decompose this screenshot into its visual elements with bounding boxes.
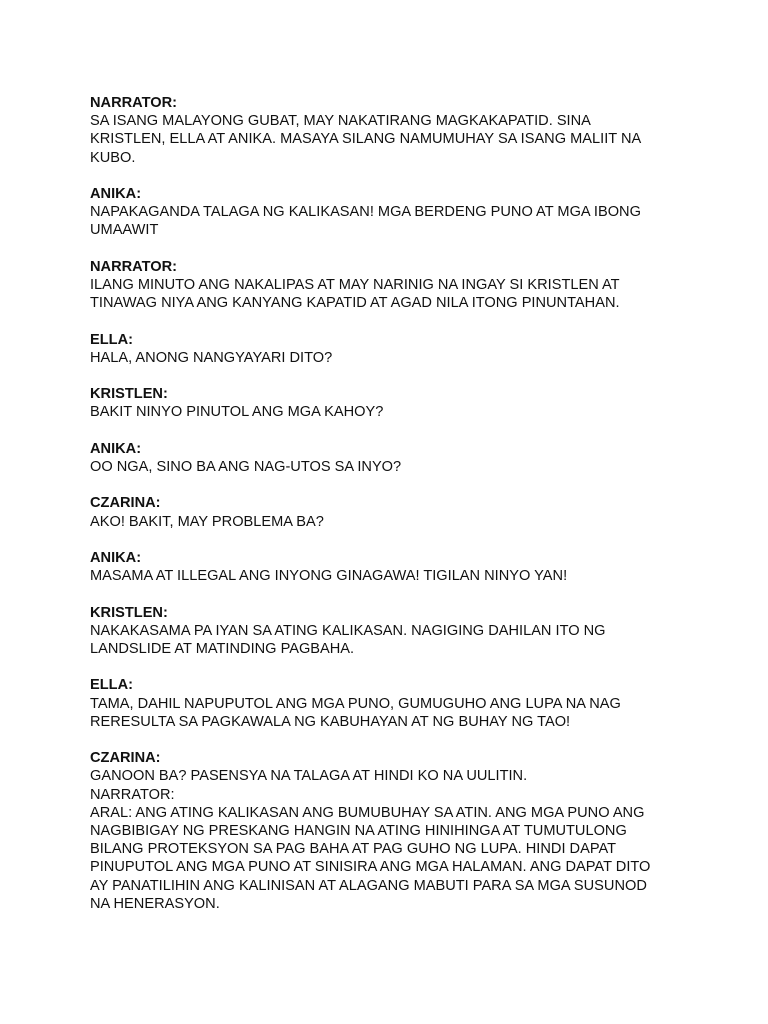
dialogue-block — [90, 604, 680, 659]
moral-lesson-text: ARAL: ANG ATING KALIKASAN ANG BUMUBUHAY SA ATIN. ANG MGA PUNO ANG NAGBIBIGAY NG PRESKANG HANGIN NA ATING HINIHINGA AT TUMUTULONG BILANG PROTEKSYON SA PAG BAHA AT PAG GUHO NG LUPA. HINDI DAPAT PINUPUTOL ANG MGA PUNO AT SINISIRA ANG MGA HALAMAN. ANG DAPAT DITO AY PANATILIHIN ANG KALINISAN AT ALAGANG MABUTI PARA SA MGA SUSUNOD NA HENERASYON. — [90, 804, 651, 912]
dialogue-text: HALA, ANONG NANGYAYARI DITO? — [90, 349, 333, 366]
speaker-name: ELLA: — [90, 331, 133, 348]
speaker-name: KRISTLEN: — [90, 604, 168, 621]
speaker-name: ELLA: — [90, 677, 133, 694]
dialogue-text: ILANG MINUTO ANG NAKALIPAS AT MAY NARINIG NA INGAY SI KRISTLEN AT TINAWAG NIYA ANG KANYANG KAPATID AT AGAD NILA ITONG PINUNTAHAN. — [90, 277, 620, 312]
dialogue-text: SA ISANG MALAYONG GUBAT, MAY NAKATIRANG MAGKAKAPATID. SINA KRISTLEN, ELLA AT ANIKA. MASAYA SILANG NAMUMUHAY SA ISANG MALIIT NA KUBO. — [90, 113, 642, 166]
speaker-name: ANIKA: — [90, 440, 142, 457]
dialogue-text: BAKIT NINYO PINUTOL ANG MGA KAHOY? — [90, 404, 384, 421]
closing-speaker-name: NARRATOR: — [90, 786, 175, 803]
dialogue-block — [90, 494, 680, 530]
dialogue-text: TAMA, DAHIL NAPUPUTOL ANG MGA PUNO, GUMUGUHO ANG LUPA NA NAG RERESULTA SA PAGKAWALA NG KABUHAYAN AT NG BUHAY NG TAO! — [90, 695, 621, 730]
dialogue-block — [90, 94, 680, 167]
dialogue-block — [90, 331, 680, 367]
dialogue-text: GANOON BA? PASENSYA NA TALAGA AT HINDI KO NA UULITIN. — [90, 768, 528, 785]
dialogue-block — [90, 549, 680, 585]
speaker-name: KRISTLEN: — [90, 386, 168, 403]
dialogue-block — [90, 440, 680, 476]
dialogue-block — [90, 676, 680, 731]
dialogue-block — [90, 385, 680, 421]
speaker-name: ANIKA: — [90, 549, 142, 566]
dialogue-block — [90, 749, 680, 913]
dialogue-text: AKO! BAKIT, MAY PROBLEMA BA? — [90, 513, 324, 530]
speaker-name: NARRATOR: — [90, 95, 178, 111]
speaker-name: NARRATOR: — [90, 258, 178, 275]
dialogue-text: NAPAKAGANDA TALAGA NG KALIKASAN! MGA BERDENG PUNO AT MGA IBONG UMAAWIT — [90, 204, 641, 239]
dialogue-text: NAKAKASAMA PA IYAN SA ATING KALIKASAN. NAGIGING DAHILAN ITO NG LANDSLIDE AT MATINDING PAGBAHA. — [90, 622, 606, 657]
script-document — [90, 94, 680, 913]
speaker-name: CZARINA: — [90, 495, 161, 512]
speaker-name: ANIKA: — [90, 186, 142, 202]
dialogue-block — [90, 185, 680, 240]
dialogue-block — [90, 258, 680, 313]
dialogue-text: MASAMA AT ILLEGAL ANG INYONG GINAGAWA! TIGILAN NINYO YAN! — [90, 568, 568, 585]
dialogue-text: OO NGA, SINO BA ANG NAG-UTOS SA INYO? — [90, 458, 402, 475]
speaker-name: CZARINA: — [90, 750, 161, 767]
